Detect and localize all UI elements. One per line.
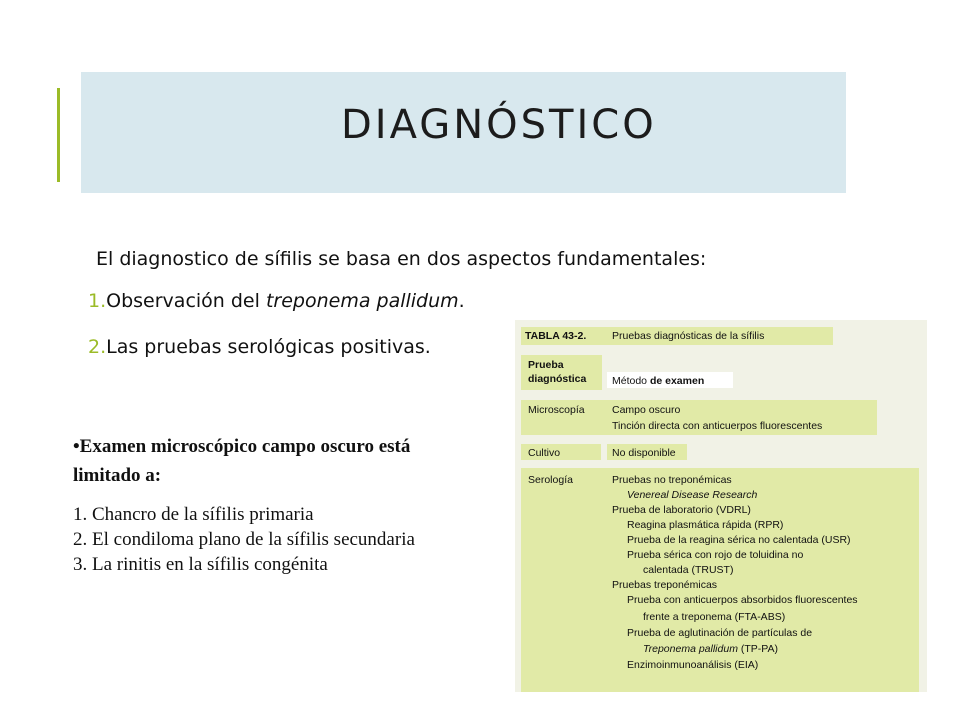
serologia-line: calentada (TRUST) — [643, 564, 734, 576]
serologia-line: Venereal Disease Research — [627, 489, 758, 501]
diagnostic-table — [515, 320, 927, 692]
serologia-line: Prueba de la reagina sérica no calentada (USR) — [627, 534, 851, 546]
caption-text: Pruebas diagnósticas de la sífilis — [612, 330, 765, 342]
row-microscopia-m1: Campo oscuro — [612, 404, 681, 416]
row-microscopia-m2: Tinción directa con anticuerpos fluorescentes — [612, 420, 823, 432]
exam-list — [73, 502, 478, 577]
item-number: 2. — [88, 336, 107, 358]
slide-title: DIAGNÓSTICO — [341, 102, 657, 148]
numbered-item — [88, 336, 465, 382]
row-cultivo-m1: No disponible — [612, 447, 676, 459]
exam-item: 1. Chancro de la sífilis primaria — [73, 504, 314, 525]
serologia-line: Pruebas treponémicas — [612, 579, 718, 591]
serologia-line: Reagina plasmática rápida (RPR) — [627, 519, 784, 531]
numbered-list — [88, 290, 465, 382]
header-col2: Método de examen — [612, 375, 705, 387]
serologia-line: Prueba sérica con rojo de toluidina no — [627, 549, 804, 561]
item-end: . — [458, 290, 465, 312]
exam-block — [73, 432, 478, 577]
serologia-line: Treponema pallidum (TP-PA) — [643, 643, 778, 655]
row-serologia-label: Serología — [528, 474, 573, 486]
row-cultivo-label: Cultivo — [528, 447, 561, 459]
numbered-item — [88, 290, 465, 336]
exam-item: 2. El condiloma plano de la sífilis secundaria — [73, 529, 415, 550]
serologia-line: Prueba de aglutinación de partículas de — [627, 627, 813, 639]
item-number: 1. — [88, 290, 107, 312]
header-col1-line2: diagnóstica — [528, 373, 587, 385]
serologia-line: frente a treponema (FTA-ABS) — [643, 611, 786, 623]
exam-heading: •Examen microscópico campo oscuro está limitado a: — [73, 436, 411, 486]
row-microscopia-label: Microscopía — [528, 404, 585, 416]
item-text: Observación del — [106, 290, 266, 312]
serologia-line: Pruebas no treponémicas — [612, 474, 732, 486]
header-col1-line1: Prueba — [528, 359, 564, 371]
serologia-line: Prueba de laboratorio (VDRL) — [612, 504, 751, 516]
accent-line — [57, 88, 60, 182]
exam-item: 3. La rinitis en la sífilis congénita — [73, 554, 328, 575]
serologia-line: Enzimoinmunoanálisis (EIA) — [627, 659, 759, 671]
intro-text: El diagnostico de sífilis se basa en dos aspectos fundamentales: — [96, 248, 707, 270]
serologia-line: Prueba con anticuerpos absorbidos fluorescentes — [627, 594, 858, 606]
caption-label: TABLA 43-2. — [525, 330, 587, 342]
item-text: Las pruebas serológicas positivas. — [106, 336, 431, 358]
item-italic: treponema pallidum — [265, 290, 459, 312]
